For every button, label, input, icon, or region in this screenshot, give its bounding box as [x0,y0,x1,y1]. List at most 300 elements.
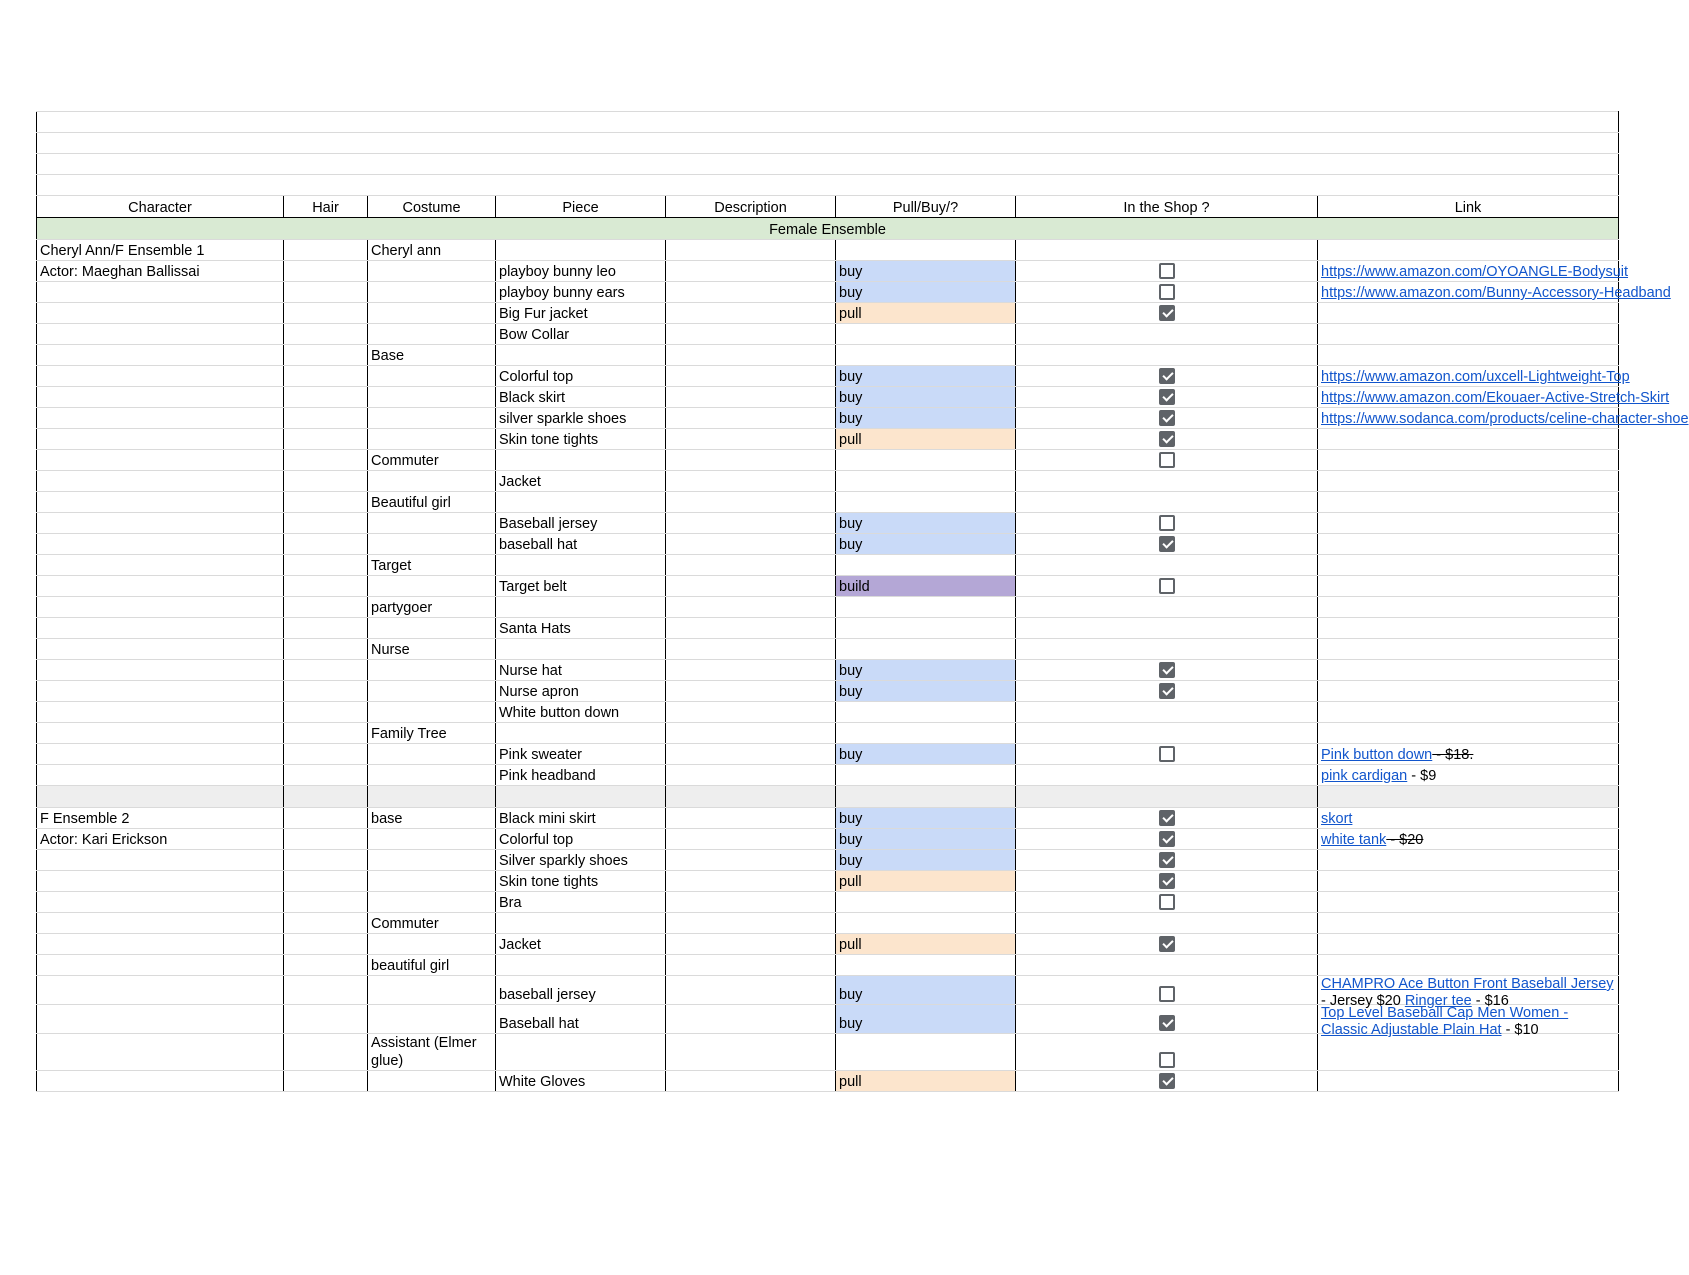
table-row [37,366,1619,387]
checkbox-checked-icon[interactable] [1159,683,1175,699]
cell-description[interactable] [666,976,836,1005]
cell-hair[interactable] [284,808,368,829]
cell-character[interactable] [37,681,284,702]
cell-character[interactable] [37,324,284,345]
cell-status[interactable]: buy [836,744,1016,765]
cell-piece[interactable] [496,639,666,660]
cell-hair[interactable] [284,240,368,261]
checkbox-checked-icon[interactable] [1159,831,1175,847]
cell-description[interactable] [666,892,836,913]
cell-piece[interactable]: Skin tone tights [496,871,666,892]
cell-character[interactable] [37,744,284,765]
cell-costume[interactable] [368,324,496,345]
cell-piece[interactable]: White button down [496,702,666,723]
cell-status[interactable]: pull [836,1071,1016,1092]
cell-costume[interactable]: beautiful girl [368,955,496,976]
cell-status[interactable] [836,492,1016,513]
cell-hair[interactable] [284,850,368,871]
cell-status[interactable] [836,1034,1016,1071]
cell-description[interactable] [666,303,836,324]
cell-link [1318,513,1619,534]
cell-description[interactable] [666,955,836,976]
cell-description[interactable] [666,366,836,387]
cell-character[interactable] [37,1071,284,1092]
cell-status[interactable]: pull [836,934,1016,955]
cell-piece[interactable]: Nurse hat [496,660,666,681]
cell-character[interactable] [37,1034,284,1071]
cell-hair[interactable] [284,829,368,850]
cell-in-shop [1016,408,1318,429]
cell-costume[interactable] [368,471,496,492]
cell-character[interactable] [37,471,284,492]
cell-character[interactable] [37,408,284,429]
cell-hair[interactable] [284,534,368,555]
cell-piece[interactable]: Target belt [496,576,666,597]
separator-cell[interactable] [284,786,368,808]
cell-character[interactable] [37,282,284,303]
cell-description[interactable] [666,492,836,513]
costume-spreadsheet [36,111,1689,1092]
cell-character[interactable] [37,976,284,1005]
header-hair[interactable]: Hair [284,196,368,218]
cell-piece[interactable] [496,492,666,513]
checkbox-checked-icon[interactable] [1159,936,1175,952]
cell-piece[interactable]: Santa Hats [496,618,666,639]
cell-status[interactable]: buy [836,513,1016,534]
cell-character[interactable] [37,892,284,913]
cell-description[interactable] [666,345,836,366]
cell-costume[interactable] [368,1005,496,1034]
cell-link [1318,471,1619,492]
cell-character[interactable] [37,303,284,324]
cell-description[interactable] [666,282,836,303]
cell-piece[interactable]: Nurse apron [496,681,666,702]
cell-piece[interactable] [496,555,666,576]
cell-description[interactable] [666,723,836,744]
cell-costume[interactable] [368,387,496,408]
cell-costume[interactable] [368,934,496,955]
checkbox-unchecked-icon[interactable] [1159,452,1175,468]
separator-cell[interactable] [368,786,496,808]
cell-character[interactable] [37,450,284,471]
cell-status[interactable]: build [836,576,1016,597]
cell-hair[interactable] [284,723,368,744]
cell-hair[interactable] [284,303,368,324]
cell-hair[interactable] [284,702,368,723]
cell-character[interactable] [37,702,284,723]
cell-character[interactable] [37,555,284,576]
cell-hair[interactable] [284,955,368,976]
cell-costume[interactable] [368,618,496,639]
product-link[interactable]: https://www.sodanca.com/products/celine-character-shoe [1321,411,1689,427]
cell-piece[interactable]: Jacket [496,934,666,955]
header-description[interactable]: Description [666,196,836,218]
cell-status[interactable]: buy [836,387,1016,408]
cell-description[interactable] [666,555,836,576]
cell-status[interactable]: buy [836,850,1016,871]
cell-status[interactable] [836,324,1016,345]
cell-link [1318,1005,1619,1038]
cell-piece[interactable]: silver sparkle shoes [496,408,666,429]
separator-cell[interactable] [37,786,284,808]
cell-link [1318,1034,1619,1071]
separator-cell[interactable] [1318,786,1619,808]
header-piece[interactable]: Piece [496,196,666,218]
cell-piece[interactable]: playboy bunny leo [496,261,666,282]
table-row [37,534,1619,555]
checkbox-checked-icon[interactable] [1159,389,1175,405]
cell-costume[interactable] [368,366,496,387]
cell-piece[interactable]: Silver sparkly shoes [496,850,666,871]
product-link[interactable]: https://www.amazon.com/Ekouaer-Active-Stretch-Skirt [1321,390,1670,406]
separator-cell[interactable] [666,786,836,808]
cell-description[interactable] [666,744,836,765]
cell-piece[interactable]: Skin tone tights [496,429,666,450]
cell-costume[interactable] [368,744,496,765]
cell-hair[interactable] [284,618,368,639]
cell-character[interactable] [37,850,284,871]
cell-description[interactable] [666,660,836,681]
cell-character[interactable] [37,934,284,955]
cell-status[interactable]: pull [836,871,1016,892]
cell-status[interactable] [836,955,1016,976]
cell-hair[interactable] [284,892,368,913]
cell-description[interactable] [666,450,836,471]
cell-character[interactable] [37,576,284,597]
cell-hair[interactable] [284,261,368,282]
cell-description[interactable] [666,240,836,261]
cell-hair[interactable] [284,1005,368,1034]
checkbox-unchecked-icon[interactable] [1159,578,1175,594]
cell-description[interactable] [666,408,836,429]
cell-status[interactable]: buy [836,261,1016,282]
cell-piece[interactable]: Black skirt [496,387,666,408]
cell-piece[interactable]: Big Fur jacket [496,303,666,324]
cell-description[interactable] [666,871,836,892]
cell-piece[interactable]: Colorful top [496,829,666,850]
cell-status[interactable] [836,723,1016,744]
checkbox-unchecked-icon[interactable] [1159,746,1175,762]
cell-character[interactable] [37,387,284,408]
cell-costume[interactable]: Family Tree [368,723,496,744]
cell-costume[interactable] [368,303,496,324]
cell-piece[interactable]: baseball jersey [496,976,666,1005]
checkbox-checked-icon[interactable] [1159,368,1175,384]
cell-character[interactable]: Cheryl Ann/F Ensemble 1 [37,240,284,261]
product-link[interactable]: Ringer tee [1404,993,1472,1009]
cell-status[interactable]: pull [836,303,1016,324]
cell-hair[interactable] [284,429,368,450]
cell-costume[interactable] [368,429,496,450]
cell-hair[interactable] [284,450,368,471]
cell-status[interactable]: buy [836,366,1016,387]
cell-description[interactable] [666,513,836,534]
checkbox-unchecked-icon[interactable] [1159,986,1175,1002]
cell-description[interactable] [666,387,836,408]
cell-status[interactable] [836,471,1016,492]
checkbox-checked-icon[interactable] [1159,1015,1175,1031]
cell-piece[interactable] [496,1034,666,1071]
cell-costume[interactable] [368,892,496,913]
cell-status[interactable] [836,913,1016,934]
cell-piece[interactable]: White Gloves [496,1071,666,1092]
cell-description[interactable] [666,913,836,934]
cell-description[interactable] [666,765,836,786]
cell-costume[interactable] [368,282,496,303]
cell-costume[interactable] [368,1071,496,1092]
checkbox-unchecked-icon[interactable] [1159,515,1175,531]
cell-piece[interactable] [496,723,666,744]
cell-status[interactable] [836,450,1016,471]
cell-hair[interactable] [284,1034,368,1071]
cell-hair[interactable] [284,597,368,618]
cell-description[interactable] [666,261,836,282]
cell-status[interactable]: buy [836,681,1016,702]
cell-character[interactable] [37,955,284,976]
cell-character[interactable] [37,765,284,786]
cell-character[interactable] [37,913,284,934]
cell-costume[interactable] [368,976,496,1005]
cell-hair[interactable] [284,387,368,408]
cell-piece[interactable] [496,913,666,934]
cell-link [1318,955,1619,976]
cell-character[interactable] [37,871,284,892]
cell-hair[interactable] [284,765,368,786]
cell-costume[interactable] [368,660,496,681]
cell-character[interactable]: Actor: Maeghan Ballissai [37,261,284,282]
product-link[interactable]: white tank [1321,832,1387,848]
cell-piece[interactable]: Baseball hat [496,1005,666,1034]
cell-costume[interactable] [368,765,496,786]
cell-status[interactable]: buy [836,829,1016,850]
table-row [37,1005,1619,1034]
product-link[interactable]: https://www.amazon.com/uxcell-Lightweight-Top [1321,369,1630,385]
separator-row [37,786,1619,808]
cell-link [1318,261,1629,282]
cell-costume[interactable]: Beautiful girl [368,492,496,513]
cell-description[interactable] [666,471,836,492]
cell-status[interactable] [836,345,1016,366]
cell-character[interactable] [37,429,284,450]
product-link[interactable]: skort [1321,811,1353,827]
cell-hair[interactable] [284,345,368,366]
cell-character[interactable] [37,513,284,534]
cell-description[interactable] [666,681,836,702]
cell-costume[interactable] [368,871,496,892]
cell-piece[interactable] [496,345,666,366]
cell-status[interactable] [836,702,1016,723]
cell-description[interactable] [666,618,836,639]
cell-character[interactable] [37,618,284,639]
cell-piece[interactable]: Pink headband [496,765,666,786]
product-link[interactable]: Pink button down [1321,747,1433,763]
cell-hair[interactable] [284,408,368,429]
cell-piece[interactable] [496,955,666,976]
cell-character[interactable] [37,492,284,513]
cell-hair[interactable] [284,744,368,765]
cell-costume[interactable] [368,513,496,534]
cell-character[interactable]: F Ensemble 2 [37,808,284,829]
cell-status[interactable]: buy [836,808,1016,829]
separator-cell[interactable] [1016,786,1318,808]
product-link[interactable]: https://www.amazon.com/Bunny-Accessory-Headband [1321,285,1671,301]
cell-costume[interactable] [368,576,496,597]
checkbox-unchecked-icon[interactable] [1159,284,1175,300]
cell-in-shop [1016,534,1318,555]
checkbox-checked-icon[interactable] [1159,810,1175,826]
checkbox-checked-icon[interactable] [1159,852,1175,868]
cell-description[interactable] [666,534,836,555]
cell-costume[interactable] [368,534,496,555]
cell-description[interactable] [666,850,836,871]
cell-description[interactable] [666,702,836,723]
cell-status[interactable] [836,618,1016,639]
cell-hair[interactable] [284,324,368,345]
checkbox-checked-icon[interactable] [1159,536,1175,552]
cell-piece[interactable]: Black mini skirt [496,808,666,829]
cell-costume[interactable] [368,408,496,429]
cell-costume[interactable]: Nurse [368,639,496,660]
header-pull-buy[interactable]: Pull/Buy/? [836,196,1016,218]
cell-description[interactable] [666,829,836,850]
cell-hair[interactable] [284,976,368,1005]
cell-description[interactable] [666,429,836,450]
checkbox-checked-icon[interactable] [1159,305,1175,321]
cell-costume[interactable] [368,702,496,723]
cell-hair[interactable] [284,471,368,492]
cell-costume[interactable]: Commuter [368,913,496,934]
cell-hair[interactable] [284,934,368,955]
link-price: - $16 [1471,993,1509,1009]
cell-hair[interactable] [284,492,368,513]
table-row [37,345,1619,366]
cell-piece[interactable] [496,597,666,618]
header-costume[interactable]: Costume [368,196,496,218]
cell-piece[interactable] [496,240,666,261]
cell-costume[interactable] [368,261,496,282]
table-row [37,282,1619,303]
product-link[interactable]: https://www.amazon.com/OYOANGLE-Bodysuit [1321,264,1629,280]
header-link[interactable]: Link [1318,196,1619,218]
cell-costume[interactable]: Target [368,555,496,576]
cell-hair[interactable] [284,681,368,702]
cell-status[interactable] [836,555,1016,576]
cell-description[interactable] [666,576,836,597]
cell-status[interactable]: buy [836,534,1016,555]
cell-piece[interactable]: baseball hat [496,534,666,555]
cell-hair[interactable] [284,513,368,534]
separator-cell[interactable] [496,786,666,808]
cell-piece[interactable]: Pink sweater [496,744,666,765]
cell-description[interactable] [666,639,836,660]
cell-status[interactable] [836,765,1016,786]
cell-status[interactable] [836,892,1016,913]
cell-description[interactable] [666,1071,836,1092]
cell-hair[interactable] [284,871,368,892]
checkbox-unchecked-icon[interactable] [1159,263,1175,279]
cell-status[interactable]: buy [836,660,1016,681]
cell-status[interactable]: buy [836,408,1016,429]
checkbox-checked-icon[interactable] [1159,873,1175,889]
cell-costume[interactable] [368,681,496,702]
cell-costume[interactable]: Commuter [368,450,496,471]
product-link[interactable]: pink cardigan [1321,768,1408,784]
cell-in-shop [1016,429,1318,450]
product-link[interactable]: Top Level Baseball Cap Men Women - Classic Adjustable Plain Hat [1321,1005,1569,1038]
product-link[interactable]: CHAMPRO Ace Button Front Baseball Jersey [1321,976,1614,992]
checkbox-unchecked-icon[interactable] [1159,894,1175,910]
cell-hair[interactable] [284,555,368,576]
cell-hair[interactable] [284,913,368,934]
cell-character[interactable] [37,723,284,744]
cell-costume[interactable] [368,850,496,871]
cell-piece[interactable]: Baseball jersey [496,513,666,534]
cell-character[interactable] [37,597,284,618]
cell-character[interactable] [37,534,284,555]
cell-hair[interactable] [284,282,368,303]
cell-character[interactable] [37,1005,284,1034]
cell-link [1318,660,1619,681]
cell-piece[interactable]: Jacket [496,471,666,492]
cell-character[interactable] [37,639,284,660]
cell-costume[interactable]: Base [368,345,496,366]
cell-piece[interactable]: Colorful top [496,366,666,387]
cell-hair[interactable] [284,366,368,387]
cell-character[interactable] [37,660,284,681]
cell-description[interactable] [666,934,836,955]
checkbox-unchecked-icon[interactable] [1159,1052,1175,1068]
separator-cell[interactable] [836,786,1016,808]
checkbox-checked-icon[interactable] [1159,410,1175,426]
cell-status[interactable] [836,597,1016,618]
section-title[interactable]: Female Ensemble [37,218,1619,240]
cell-description[interactable] [666,1005,836,1034]
cell-hair[interactable] [284,639,368,660]
cell-hair[interactable] [284,660,368,681]
cell-description[interactable] [666,808,836,829]
cell-character[interactable]: Actor: Kari Erickson [37,829,284,850]
cell-status[interactable]: buy [836,1005,1016,1034]
cell-hair[interactable] [284,576,368,597]
cell-character[interactable] [37,345,284,366]
header-in-shop[interactable]: In the Shop ? [1016,196,1318,218]
cell-piece[interactable]: Bow Collar [496,324,666,345]
cell-costume[interactable]: Assistant (Elmer glue) [368,1034,496,1071]
checkbox-checked-icon[interactable] [1159,662,1175,678]
header-character[interactable]: Character [37,196,284,218]
cell-costume[interactable]: base [368,808,496,829]
cell-costume[interactable]: partygoer [368,597,496,618]
cell-piece[interactable]: Bra [496,892,666,913]
cell-description[interactable] [666,324,836,345]
cell-description[interactable] [666,1034,836,1071]
cell-costume[interactable]: Cheryl ann [368,240,496,261]
checkbox-checked-icon[interactable] [1159,1073,1175,1089]
cell-status[interactable] [836,240,1016,261]
cell-piece[interactable] [496,450,666,471]
cell-costume[interactable] [368,829,496,850]
cell-status[interactable]: pull [836,429,1016,450]
cell-piece[interactable]: playboy bunny ears [496,282,666,303]
cell-hair[interactable] [284,1071,368,1092]
cell-status[interactable]: buy [836,282,1016,303]
checkbox-checked-icon[interactable] [1159,431,1175,447]
cell-status[interactable] [836,639,1016,660]
cell-status[interactable]: buy [836,976,1016,1005]
cell-character[interactable] [37,366,284,387]
cell-description[interactable] [666,597,836,618]
cell-in-shop [1016,955,1318,976]
